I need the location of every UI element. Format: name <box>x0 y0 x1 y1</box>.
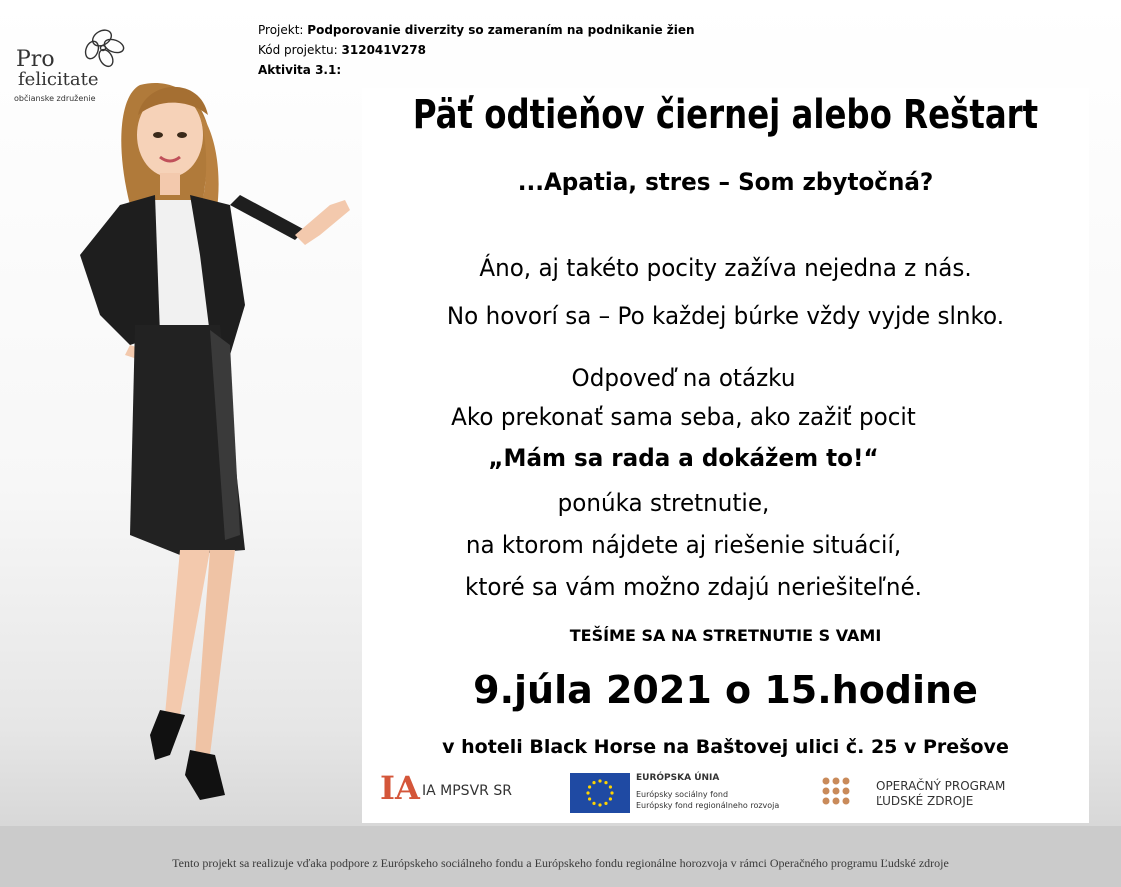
event-venue: v hoteli Black Horse na Baštovej ulici č. 25 v Prešove <box>442 736 1009 758</box>
event-date: 9.júla 2021 o 15.hodine <box>473 668 978 712</box>
body-line-3: Odpoveď na otázku <box>571 364 796 392</box>
ia-logo-mark: IA <box>380 769 420 807</box>
body-line-6: ponúka stretnutie, <box>557 489 770 517</box>
body-line-5-quote: „Mám sa rada a dokážem to!“ <box>488 444 879 472</box>
body-line-1: Áno, aj takéto pocity zažíva nejedna z nás. <box>479 254 972 282</box>
logo-name-line2: felicitate <box>18 69 99 90</box>
eu-funds <box>636 789 779 811</box>
ia-logo-name: IA MPSVR SR <box>422 783 512 799</box>
logo-subtitle: občianske združenie <box>14 94 96 103</box>
eu-fund-1: Európsky sociálny fond <box>636 790 729 799</box>
invite-text: TEŠÍME SA NA STRETNUTIE S VAMI <box>569 626 882 645</box>
eu-title: EURÓPSKA ÚNIA <box>636 773 720 783</box>
project-code: 312041V278 <box>341 43 426 57</box>
footer-disclaimer: Tento projekt sa realizuje vďaka podpore z Európskeho sociálneho fondu a Európskeho fondu regionálne horozvoja v rámci Operačného programu Ľudské zdroje <box>172 856 949 870</box>
event-title: Päť odtieňov čiernej alebo Reštart <box>412 92 1039 138</box>
op-dots-icon <box>820 775 860 811</box>
event-subtitle: ...Apatia, stres – Som zbytočná? <box>517 168 934 196</box>
project-label: Projekt: <box>258 23 304 37</box>
eu-flag-icon <box>570 773 630 813</box>
eu-fund-2: Európsky fond regionálneho rozvoja <box>636 801 780 810</box>
op-name <box>876 779 1005 809</box>
body-line-8: ktoré sa vám možno zdajú neriešiteľné. <box>465 573 922 601</box>
project-name: Podporovanie diverzity so zameraním na podnikanie žien <box>307 23 695 37</box>
partner-logos <box>362 763 1089 823</box>
code-label: Kód projektu: <box>258 43 338 57</box>
op-line-2: ĽUDSKÉ ZDROJE <box>876 794 974 808</box>
body-line-2: No hovorí sa – Po každej búrke vždy vyjde slnko. <box>446 302 1005 330</box>
op-line-1: OPERAČNÝ PROGRAM <box>876 779 1006 793</box>
body-line-7: na ktorom nájdete aj riešenie situácií, <box>465 531 902 559</box>
logo-name-line1: Pro <box>16 47 55 72</box>
businesswoman-illustration <box>60 55 360 815</box>
activity-label: Aktivita 3.1: <box>258 63 342 77</box>
body-line-4: Ako prekonať sama seba, ako zažiť pocit <box>451 403 916 431</box>
project-line <box>258 20 695 40</box>
